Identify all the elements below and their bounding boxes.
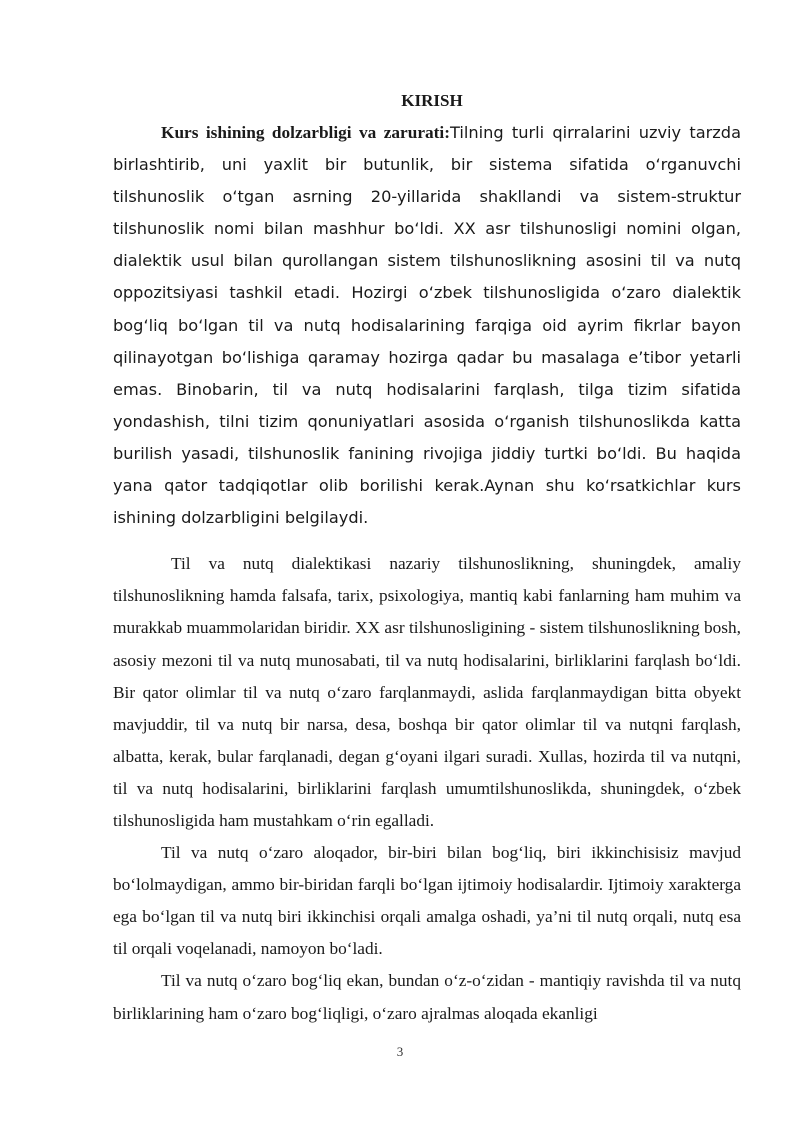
section-heading: KIRISH [401,91,463,110]
paragraph-relevance [113,117,741,534]
paragraph-relation: Til va nutq o‘zaro aloqador, bir-biri bilan bog‘liq, biri ikkinchisisiz mavjud bo‘lolmaydigan, ammo bir-biridan farqli bo‘lgan ijtimoiy hodisalardir. Ijtimoiy xarakterga ega bo‘lgan til va nutq biri ikkinchisi orqali amalga oshadi, ya’ni til nutq orqali, nutq esa til orqali voqelanadi, namoyon bo‘ladi. [113,843,741,959]
paragraph-lead: Kurs ishining dolzarbligi va zarurati: [161,123,450,142]
paragraph-dialectics: Til va nutq dialektikasi nazariy tilshunoslikning, shuningdek, amaliy tilshunoslikning hamda falsafa, tarix, psixologiya, mantiq kabi fanlarning ham muhim va murakkab muammolaridan biridir. XX asr tilshunosligining - sistem tilshunoslikning bosh, asosiy mezoni til va nutq munosabati, til va nutq hodisalarini, birliklarini farqlash bo‘ldi. Bir qator olimlar til va nutq o‘zaro farqlanmaydi, aslida farqlanmaydigan bitta obyekt mavjuddir, til va nutq bir narsa, desa, boshqa bir qator olimlar til va nutqni farqlash, albatta, kerak, bular farqlanadi, degan g‘oyani ilgari suradi. Xullas, hozirda til va nutqni, til va nutq hodisalarini, birliklarini farqlash umumtilshunoslikda, shuningdek, o‘zbek tilshunosligida ham mustahkam o‘rin egalladi. [113,554,741,830]
paragraph-connection: Til va nutq o‘zaro bog‘liq ekan, bundan o‘z-o‘zidan - mantiqiy ravishda til va nutq birliklarining ham o‘zaro bog‘liqligi, o‘zaro ajralmas aloqada ekanligi [113,971,741,1023]
document-page [113,85,741,1030]
page-number: 3 [396,1044,404,1059]
paragraph-text: Tilning turli qirralarini uzviy tarzda birlashtirib, uni yaxlit bir butunlik, bir sistema sifatida o‘rganuvchi tilshunoslik o‘tgan asrning 20-yillarida shakllandi va sistem-struktur tilshunoslik nomi bilan mashhur bo‘ldi. XX asr tilshunosligi nomini olgan, dialektik usul bilan qurollangan sistem tilshunoslikning asosini til va nutq oppozitsiyasi tashkil etadi. Hozirgi o‘zbek tilshunosligida o‘zaro dialektik bog‘liq bo‘lgan til va nutq hodisalarining farqiga oid ayrim fikrlar bayon qilinayotgan bo‘lishiga qaramay hozirga qadar bu masalaga e’tibor yetarli emas. Binobarin, til va nutq hodisalarini farqlash, tilga tizim sifatida yondashish, tilni tizim qonuniyatlari asosida o‘rganish tilshunoslikda katta burilish yasadi, tilshunoslik fanining rivojiga jiddiy turtki bo‘ldi. Bu haqida yana qator tadqiqotlar olib borilishi kerak.Aynan shu ko‘rsatkichlar kurs ishining dolzarbligini belgilaydi. [113,123,741,528]
